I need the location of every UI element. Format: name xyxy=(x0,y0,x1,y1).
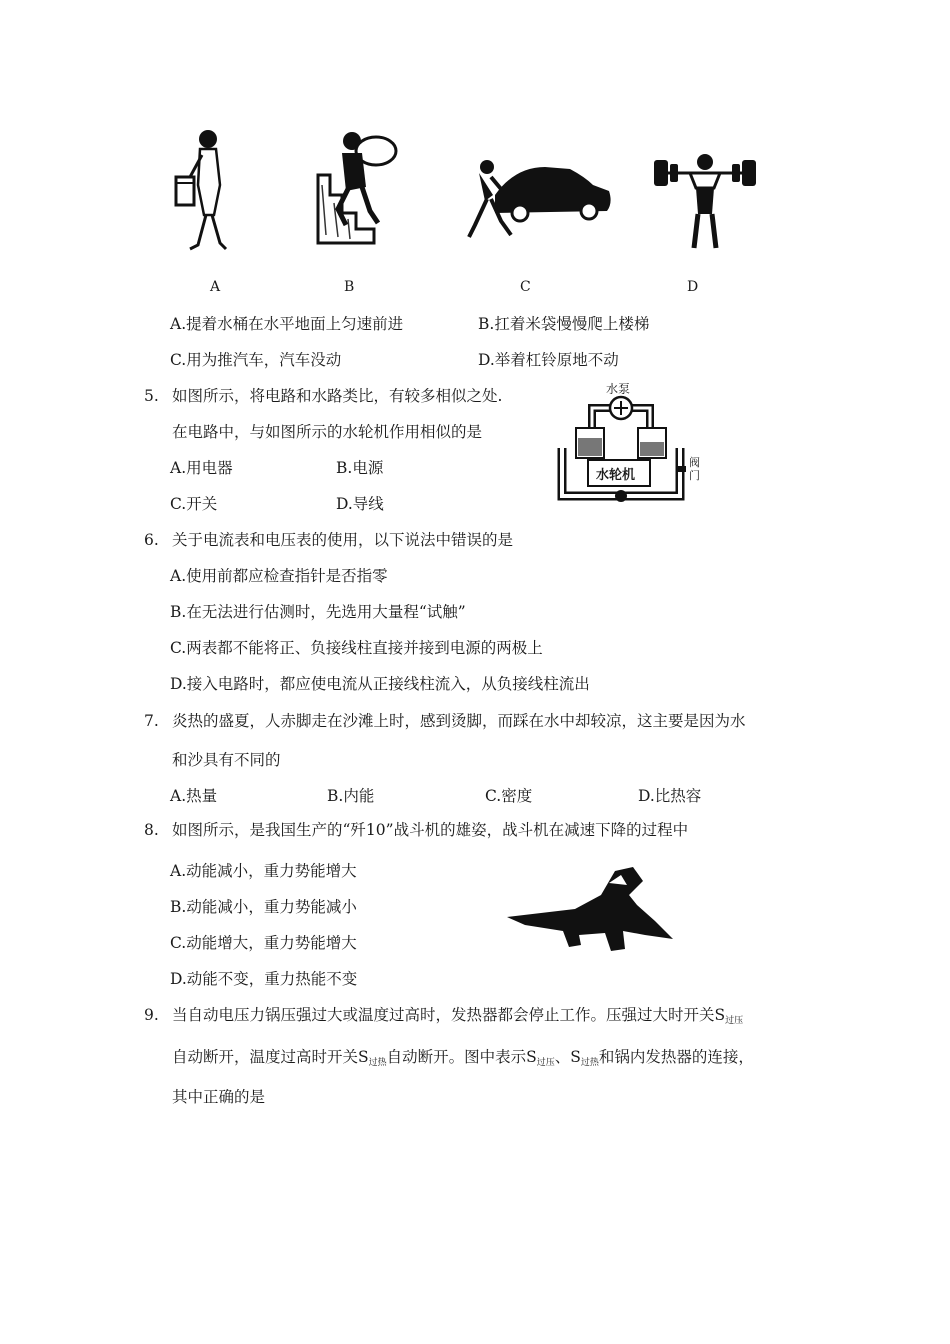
q9-number: 9. xyxy=(144,1006,159,1024)
q5-number: 5. xyxy=(144,387,159,405)
q5-stem-line1: 如图所示，将电路和水路类比，有较多相似之处. xyxy=(172,387,503,405)
q9-line2-d: 和锅内发热器的连接， xyxy=(598,1048,754,1066)
q5-option-a: A.用电器 xyxy=(170,459,233,477)
q6-option-b: B.在无法进行估测时，先选用大量程“试触” xyxy=(170,603,466,621)
q7-number: 7. xyxy=(144,712,159,730)
figure-a-person-carrying-bucket xyxy=(168,125,238,255)
q4-option-b: B.扛着米袋慢慢爬上楼梯 xyxy=(478,315,650,333)
q9-stem-line1 xyxy=(172,1005,743,1031)
q4-option-a: A.提着水桶在水平地面上匀速前进 xyxy=(170,315,404,333)
q7-stem-line2: 和沙具有不同的 xyxy=(172,751,281,769)
q9-stem-line2 xyxy=(172,1047,754,1073)
q9-line2-b: 自动断开。图中表示S xyxy=(386,1048,537,1066)
q8-option-a: A.动能减小，重力势能增大 xyxy=(170,862,357,880)
figure-label-b: B xyxy=(344,279,355,295)
q8-number: 8. xyxy=(144,821,159,839)
figure-label-c: C xyxy=(520,279,531,295)
q9-line2-a: 自动断开，温度过高时开关S xyxy=(172,1048,369,1066)
valve-label: 阀门 xyxy=(689,456,700,482)
q9-line2-sub1: 过热 xyxy=(368,1058,387,1068)
q6-stem: 关于电流表和电压表的使用，以下说法中错误的是 xyxy=(172,531,514,549)
q5-stem-line2: 在电路中，与如图所示的水轮机作用相似的是 xyxy=(172,423,483,441)
water-pump-label: 水泵 xyxy=(606,382,631,396)
q8-option-b: B.动能减小，重力势能减小 xyxy=(170,898,357,916)
q4-option-c: C.用为推汽车，汽车没动 xyxy=(170,351,342,369)
q9-line2-sub2: 过压 xyxy=(536,1058,555,1068)
q6-number: 6. xyxy=(144,531,159,549)
q6-option-d: D.接入电路时，都应使电流从正接线柱流入，从负接线柱流出 xyxy=(170,675,590,693)
figure-label-a: A xyxy=(210,279,221,295)
q7-option-b: B.内能 xyxy=(327,787,375,805)
q7-option-a: A.热量 xyxy=(170,787,218,805)
q7-option-c: C.密度 xyxy=(485,787,533,805)
q7-stem-line1: 炎热的盛夏，人赤脚走在沙滩上时，感到烫脚，而踩在水中却较凉，这主要是因为水 xyxy=(172,712,746,730)
water-circuit-figure xyxy=(552,380,702,505)
q5-option-c: C.开关 xyxy=(170,495,218,513)
figure-label-d: D xyxy=(687,279,699,295)
fighter-jet-figure xyxy=(505,865,677,955)
q6-option-c: C.两表都不能将正、负接线柱直接并接到电源的两极上 xyxy=(170,639,543,657)
q4-option-d: D.举着杠铃原地不动 xyxy=(478,351,619,369)
q8-option-c: C.动能增大，重力势能增大 xyxy=(170,934,357,952)
figure-c-person-pushing-car xyxy=(465,155,615,240)
water-turbine-label: 水轮机 xyxy=(596,468,636,483)
q9-line1-text: 当自动电压力锅压强过大或温度过高时，发热器都会停止工作。压强过大时开关S xyxy=(172,1006,726,1024)
q7-option-d: D.比热容 xyxy=(638,787,702,805)
q9-stem-line3: 其中正确的是 xyxy=(172,1088,266,1106)
q5-option-b: B.电源 xyxy=(336,459,384,477)
q8-stem: 如图所示，是我国生产的“歼10”战斗机的雄姿，战斗机在减速下降的过程中 xyxy=(172,821,689,839)
figure-d-weightlifter xyxy=(650,148,760,253)
figure-b-person-climbing-stairs xyxy=(312,125,402,245)
q9-line2-c: 、S xyxy=(554,1048,581,1066)
q9-line1-sub: 过压 xyxy=(725,1016,744,1026)
q9-line2-sub3: 过热 xyxy=(580,1058,599,1068)
q6-option-a: A.使用前都应检查指针是否指零 xyxy=(170,567,388,585)
q8-option-d: D.动能不变，重力热能不变 xyxy=(170,970,358,988)
q5-option-d: D.导线 xyxy=(336,495,384,513)
